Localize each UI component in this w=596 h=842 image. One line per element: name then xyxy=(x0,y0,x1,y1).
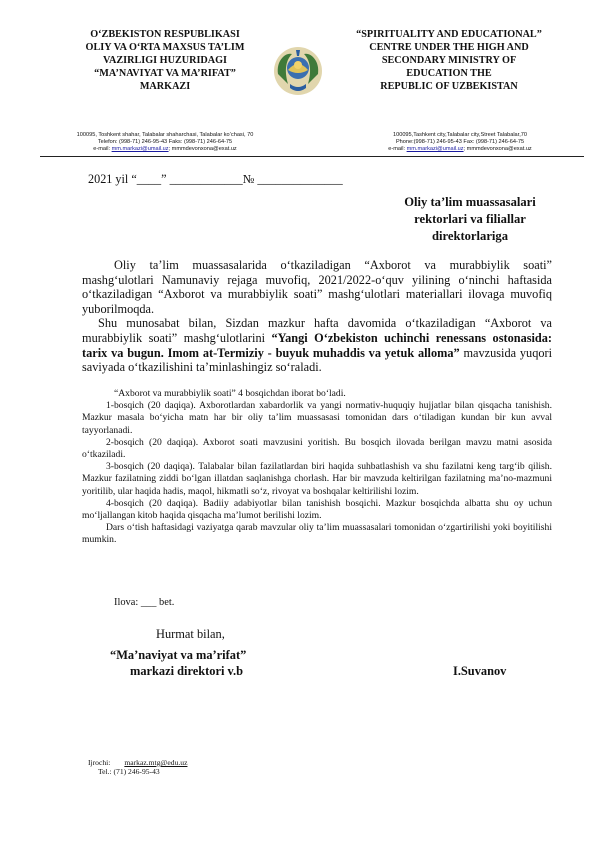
emblem-icon xyxy=(272,44,324,98)
header-left-address: 100095, Toshkent shahar, Talabalar shaharchasi, Talabalar ko‘chasi, 70 Telefon: (998-71) 246-95-43 Faks: (998-71) 246-64-75 e-mail: mm.markazi@umail.uz; mmmdevonxona@exat.uz xyxy=(40,132,290,153)
adjustment-note: Dars o‘tish haftasidagi vaziyatga qarab mavzular oliy ta’lim muassasalari tomonidan o‘zgartirilishi yoki boyitilishi mumkin. xyxy=(82,522,552,546)
signature-org-line2: markazi direktori v.b xyxy=(130,664,244,678)
header-left-title: O‘ZBEKISTON RESPUBLIKASI OLIY VA O‘RTA MAXSUS TA’LIM VAZIRLIGI HUZURIDAGI “MA’NAVIYAT VA MA’RIFAT” MARKAZI xyxy=(85,29,245,92)
header-right-address: 100095,Tashkent city,Talabalar city,Street Talabalar,70 Phone:(998-71) 246-95-43 Fax: (998-71) 246-64-75 e-mail: mm.markazi@umail.uz; mmmdevonxona@exat.uz xyxy=(340,132,580,153)
right-email-line: e-mail: mm.markazi@umail.uz; mmmdevonxona@exat.uz xyxy=(388,146,532,152)
stage-1: 1-bosqich (20 daqiqa). Axborotlardan xabardorlik va yangi normativ-huquqiy hujjatlar bilan qisqacha tanishish. Mazkur masala bo‘yicha matn har bir oliy ta’lim muassasasi tomonidan dars o‘tiladigan kundan bir kun avval tayyorlanadi. xyxy=(82,400,552,436)
left-email-link[interactable]: mm.markazi@umail.uz xyxy=(111,146,169,152)
header-divider xyxy=(40,156,584,157)
stages-intro: “Axborot va murabbiylik soati” 4 bosqichdan iborat bo‘ladi. xyxy=(114,388,346,399)
regards-line: Hurmat bilan, xyxy=(156,627,225,641)
appendix-line: Ilova: ___ bet. xyxy=(114,597,175,608)
stages-block xyxy=(82,388,552,547)
paragraph-request: Shu munosabat bilan, Sizdan mazkur hafta davomida o‘tkaziladigan “Axborot va murabbiylik soati” mashg‘ulotlarini “Yangi O‘zbekiston uchinchi renessans ostonasida: tarix va bugun. Imom at-Termiziy - buyuk muhaddis va yetuk alloma” mavzusida yuqori saviyada o‘tkazilishini ta’minlashingiz so‘raladi. xyxy=(82,316,553,375)
footer-phone: Tel.: (71) 246-95-43 xyxy=(98,767,160,776)
paragraph-intro: Oliy ta’lim muassasalarida o‘tkaziladigan “Axborot va murabbiylik soati” mashg‘ulotlari Namunaviy rejaga muvofiq, 2021/2022-o‘quv yilining o‘ninchi haftasida o‘tkaziladigan “Axborot va murabbiylik soati” mashg‘ulotlari materiallari ilovaga muvofiq yuborilmoqda. xyxy=(82,258,552,316)
letter-body xyxy=(82,258,552,375)
signature-org-line1: “Ma’naviyat va ma’rifat” xyxy=(110,648,247,662)
stage-3: 3-bosqich (20 daqiqa). Talabalar bilan fazilatlardan biri haqida suhbatlashish va shu fazilatni keng targ‘ib qilish. Mazkur fazilatning ziddi bo‘lgan illatdan saqlanishga chorlash. Har bir mavzuda keltirilgan fazilatning ma’no-mazmuni yoritilib, ular haqida hadis, maqol, hikmatli so‘z, rivoyat va boshqalar keltirilishi lozim. xyxy=(82,461,552,497)
stage-4: 4-bosqich (20 daqiqa). Badiiy adabiyotlar bilan tanishish bosqichi. Mazkur bosqichda albatta shu oy uchun mo‘ljallangan kitob haqida qisqacha ma’lumot berilishi lozim. xyxy=(82,497,552,522)
executor-email-link[interactable]: markaz.mtg@edu.uz xyxy=(124,758,188,767)
left-email-line: e-mail: mm.markazi@umail.uz; mmmdevonxona@exat.uz xyxy=(93,146,237,152)
date-number-line: 2021 yil “____” ____________№ ______________ xyxy=(88,172,343,186)
footer-executor: Ijrochi: markaz.mtg@edu.uz Tel.: (71) 246-95-43 xyxy=(88,758,188,776)
right-email-link[interactable]: mm.markazi@umail.uz xyxy=(406,146,464,152)
topic-title: “Yangi O‘zbekiston uchinchi renessans ostonasida: tarix va bugun. Imom at-Termiziy - buyuk muhaddis va yetuk alloma” xyxy=(82,330,552,360)
header-right-title: “SPIRITUALITY AND EDUCATIONAL” CENTRE UNDER THE HIGH AND SECONDARY MINISTRY OF EDUCATION THE REPUBLIC OF UZBEKISTAN xyxy=(356,29,542,92)
signatory-name: I.Suvanov xyxy=(453,664,507,678)
stage-2: 2-bosqich (20 daqiqa). Axborot soati mavzusini yoritish. Bu bosqich ilovada berilgan mavzu matni asosida o‘tkaziladi. xyxy=(82,436,552,461)
recipient-block: Oliy ta’lim muassasalari rektorlari va filiallar direktorlariga xyxy=(404,195,536,243)
